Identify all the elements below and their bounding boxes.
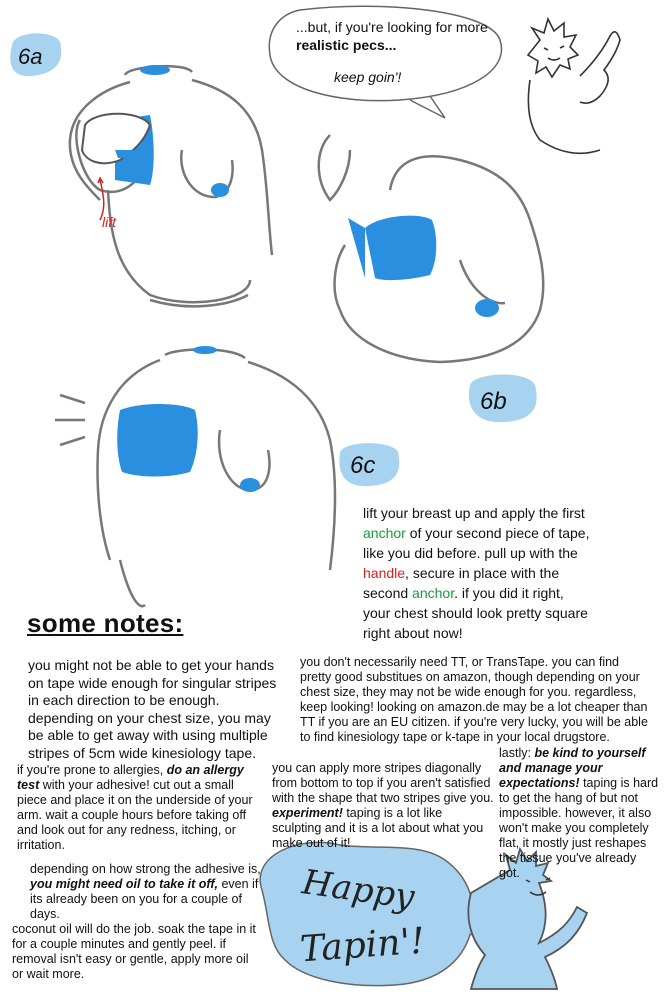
torso-6a — [70, 66, 272, 306]
tape-6b — [365, 216, 436, 281]
signoff-line-2: Tapin'! — [298, 920, 427, 971]
signoff-line-1: Happy — [299, 862, 417, 918]
step-label-6a: 6a — [18, 44, 43, 69]
step-label-6b: 6b — [480, 388, 507, 415]
note-tape-width: you might not be able to get your hands on tape wide enough for singular stripes in each direction to be enough. depending on your chest size, you may be able to get away with using multiple stripes of 5cm wide kinesiology tape. — [28, 657, 277, 761]
note-oil-removal: depending on how strong the adhesive is, you might need oil to take it off, even if its already been on you for a couple of days. — [30, 862, 261, 921]
notes-heading: some notes: — [27, 608, 184, 638]
bubble-line-2: realistic pecs... — [296, 37, 397, 53]
handle-term: handle — [363, 565, 406, 581]
torso-6c — [55, 349, 335, 606]
note-transtape: you don't necessarily need TT, or TransTape. you can find pretty good substitues on amazon, though depending on your chest size, they may not be wide enough for you. regardless, keep looking! looking on amazon.de may be a lot cheaper than TT if you are an EU citizen. if you're very lucky, you will be able to find kinesiology tape or k-tape in your local drugstore. — [300, 655, 648, 744]
bubble-line-3: keep goin'! — [334, 69, 402, 85]
step-6-instructions: lift your breast up and apply the first anchor of your second piece of tape, like you did before. pull up with the handle, secure in place with the second anchor. if you did it right, your chest should look pretty square right about now! — [363, 505, 590, 641]
tape-6c — [117, 404, 198, 477]
bubble-line-1: ...but, if you're looking for more — [296, 19, 488, 35]
anchor-term-2: anchor — [412, 585, 455, 601]
character-thumbs-up — [528, 19, 620, 153]
lift-label: lift — [102, 214, 116, 230]
step-label-6c: 6c — [350, 452, 376, 479]
speech-bubble-text — [296, 18, 496, 86]
note-allergy: if you're prone to allergies, do an allergy test with your adhesive! cut out a small piece and place it on the underside of your arm. wait a couple hours before taking off and look out for any redness, itching, or irritation. — [17, 763, 253, 852]
note-be-kind: lastly: be kind to yourself and manage your expectations! taping is hard to get the hang of but not impossible. however, it also won't make you completely flat, it mostly just reshapes the tissue you've already got. — [499, 746, 659, 880]
anchor-term-1: anchor — [363, 525, 406, 541]
note-diagonal-stripes: you can apply more stripes diagonally from bottom to top if you aren't satisfied with the shape that two stripes give you. experiment! taping is a lot like sculpting and it is a lot about what you make out of it! — [272, 761, 494, 850]
note-coconut-oil: coconut oil will do the job. soak the tape in it for a couple minutes and gently peel. if removal isn't easy or gentle, apply more oil or wait more. — [12, 922, 256, 981]
